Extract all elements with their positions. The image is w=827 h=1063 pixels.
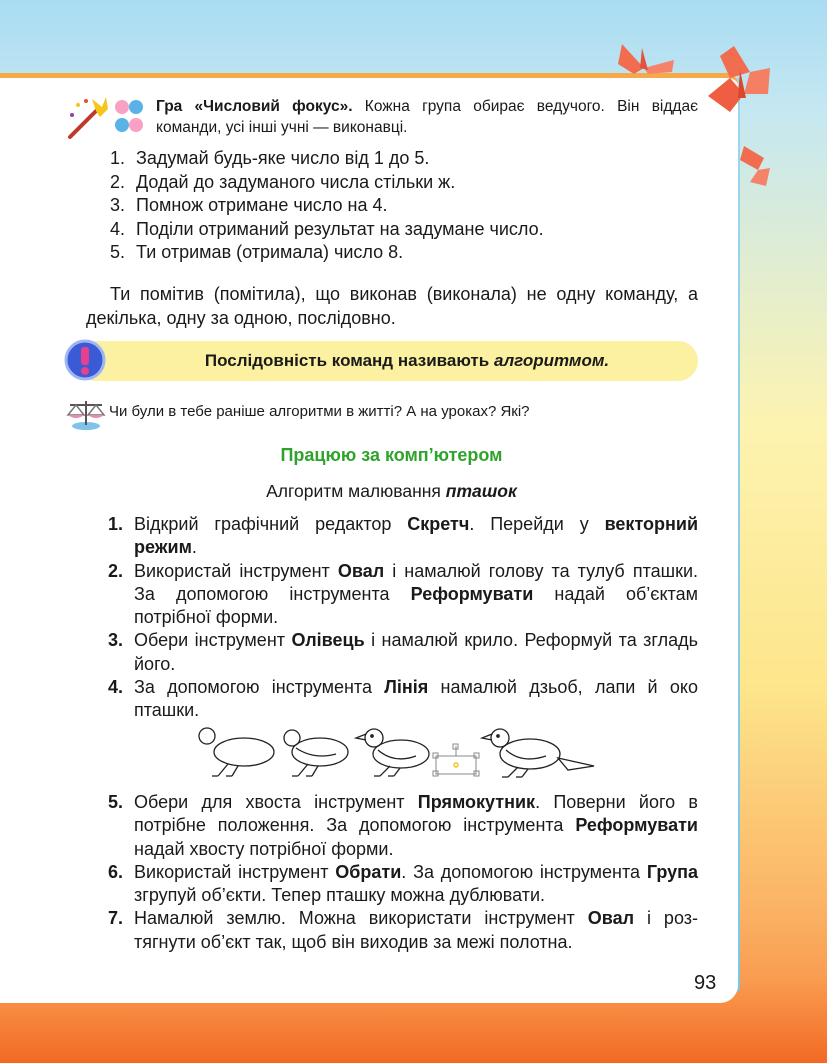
step-number: 2.	[110, 171, 126, 192]
definition-prefix: Послідовність команд називають	[204, 351, 494, 370]
game-steps-list	[110, 147, 700, 265]
definition-term: алгоритмом.	[493, 351, 610, 370]
algorithm-title-term: пташок	[445, 481, 517, 501]
bird-step-1	[199, 728, 274, 776]
step-text: Додай до задуманого числа стільки ж.	[136, 171, 456, 192]
definition-text	[76, 351, 698, 371]
exclamation-icon	[64, 339, 106, 381]
list-item	[110, 171, 700, 195]
item-text: Намалюй землю. Можна використати інструмент Овал і розтягнути об’єкт так, щоб він виходив за межі полотна.	[134, 908, 699, 952]
item-number: 6.	[108, 861, 124, 882]
game-icon	[66, 95, 150, 141]
birds-drawing-steps	[196, 724, 606, 782]
algorithm-title	[0, 481, 783, 502]
game-description	[156, 96, 698, 138]
list-item	[108, 676, 698, 723]
definition-box	[76, 341, 698, 381]
list-item	[110, 218, 700, 242]
step-text: Ти отримав (отримала) число 8.	[136, 242, 404, 262]
step-number: 3.	[110, 195, 126, 215]
section-title: Працюю за комп’ютером	[280, 445, 503, 465]
list-item	[110, 241, 700, 265]
item-text: Відкрий графічний редактор Скретч. Перейди у векторний режим.	[134, 514, 699, 558]
item-number: 2.	[108, 560, 124, 581]
list-item	[110, 194, 700, 218]
game-title: Гра «Числовий фокус».	[156, 98, 353, 115]
step-text: Задумай будь-яке число від 1 до 5.	[136, 148, 430, 168]
step-number: 1.	[110, 148, 126, 168]
item-text: Обери інструмент Олівець і намалюй крило. Реформуй та згладь його.	[134, 630, 698, 674]
scales-icon	[66, 397, 106, 431]
item-text: За допомогою інструмента Лінія намалюй дзьоб, лапи й око пташки.	[134, 677, 698, 721]
list-item	[108, 791, 698, 861]
item-text: Обери для хвоста інструмент Прямокутник. Поверни його в потрібне положення. За допомогою інструмента Реформувати надай хвосту потрібної форми.	[134, 792, 698, 859]
butterfly-icon	[700, 42, 776, 118]
bird-step-4	[482, 729, 594, 777]
algorithm-title-prefix: Алгоритм малювання	[266, 481, 446, 501]
list-item	[108, 513, 698, 560]
explanation-paragraph: Ти помітив (помітила), що виконав (виконала) не одну команду, а декілька, одну за одною, послідовно.	[86, 284, 698, 328]
bird-step-3	[356, 729, 479, 776]
step-text: Помнож отримане число на 4.	[136, 195, 388, 215]
list-item	[110, 147, 700, 171]
item-number: 7.	[108, 908, 124, 929]
item-text: Використай інструмент Обрати. За допомогою інструмента Група згрупуй об’єкти. Тепер пташку можна дублювати.	[134, 861, 698, 906]
algorithm-list	[108, 513, 698, 723]
game-text: Кожна група обирає ведучого. Він віддає команди, усі інші учні — виконавці.	[156, 98, 698, 136]
algorithm-list-continued	[108, 791, 698, 954]
butterfly-icon	[614, 38, 680, 78]
question-text: Чи були в тебе раніше алгоритми в житті? А на уроках? Які?	[109, 403, 530, 420]
item-number: 5.	[108, 792, 124, 812]
page-number: 93	[694, 972, 717, 994]
step-number: 4.	[110, 218, 126, 239]
list-item	[108, 560, 698, 630]
step-number: 5.	[110, 242, 126, 262]
list-item	[108, 629, 698, 676]
list-item	[108, 907, 698, 954]
bird-step-2	[284, 730, 348, 776]
item-number: 4.	[108, 677, 124, 698]
step-text: Поділи отриманий результат на задумане число.	[136, 218, 544, 239]
list-item	[108, 861, 698, 908]
item-number: 1.	[108, 514, 124, 534]
item-text: Використай інструмент Овал і намалюй голову та тулуб пташки. За допомогою інструмента Реформувати надай об’єктам потрібної форми.	[134, 560, 699, 628]
item-number: 3.	[108, 630, 124, 651]
butterfly-icon	[738, 140, 774, 188]
